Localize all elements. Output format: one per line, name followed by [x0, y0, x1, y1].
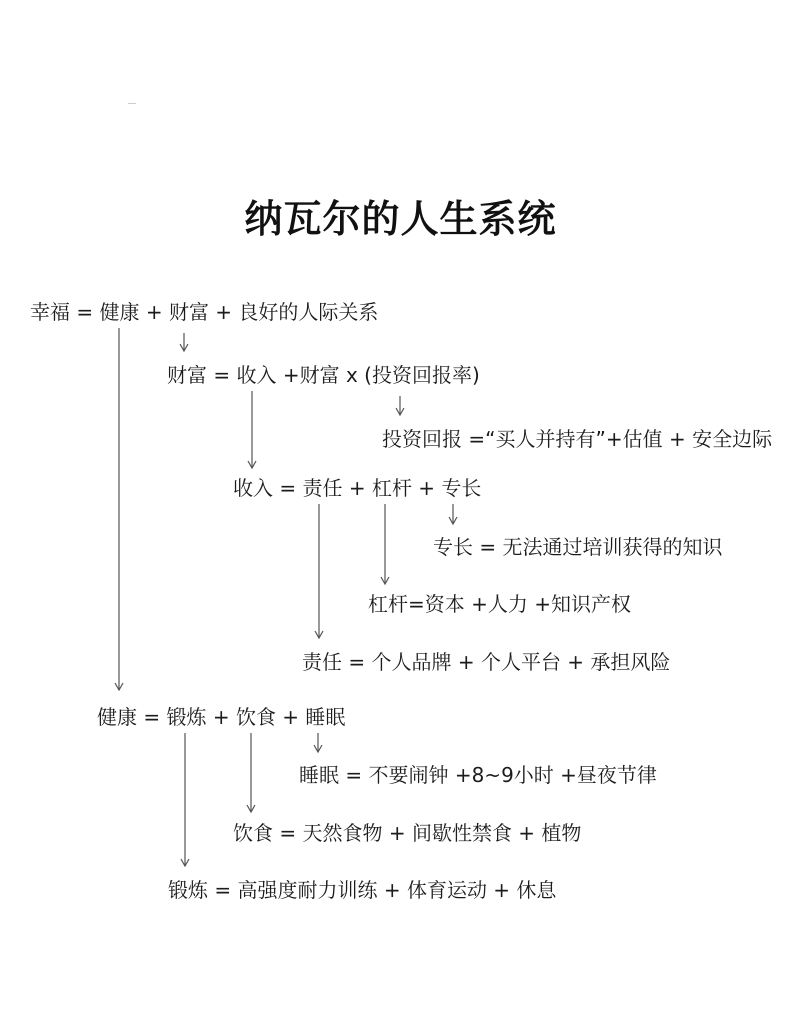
equation-responsibility: 责任 = 个人品牌 + 个人平台 + 承担风险: [302, 650, 671, 674]
diagram-title: 纳瓦尔的人生系统: [244, 197, 557, 241]
arrow-health-to-sleep: [314, 733, 322, 752]
equation-income: 收入 = 责任 + 杠杆 + 专长: [233, 476, 482, 500]
arrow-income-to-responsibility: [315, 504, 323, 638]
equation-happiness: 幸福 = 健康 + 财富 + 良好的人际关系: [30, 300, 379, 324]
arrow-wealth-to-investment-return: [396, 396, 404, 415]
equation-sleep: 睡眠 = 不要闹钟 +8~9小时 +昼夜节律: [299, 763, 657, 787]
arrow-happiness-to-wealth: [180, 333, 188, 351]
equation-wealth: 财富 = 收入 +财富 x (投资回报率): [167, 363, 480, 387]
equation-leverage: 杠杆=资本 +人力 +知识产权: [368, 592, 631, 616]
arrow-income-to-leverage: [381, 504, 389, 584]
arrow-wealth-to-income: [248, 391, 256, 468]
arrow-happiness-to-health: [115, 328, 123, 690]
equation-health: 健康 = 锻炼 + 饮食 + 睡眠: [97, 705, 346, 729]
equation-investment-return: 投资回报 =“买人并持有”+估值 + 安全边际: [382, 427, 773, 451]
arrow-health-to-exercise: [181, 733, 189, 866]
equation-specialty: 专长 = 无法通过培训获得的知识: [433, 535, 723, 559]
equation-diet: 饮食 = 天然食物 + 间歇性禁食 + 植物: [233, 821, 582, 845]
arrow-health-to-diet: [247, 733, 255, 812]
equation-exercise: 锻炼 = 高强度耐力训练 + 体育运动 + 休息: [168, 878, 557, 902]
arrow-income-to-specialty: [449, 504, 457, 524]
